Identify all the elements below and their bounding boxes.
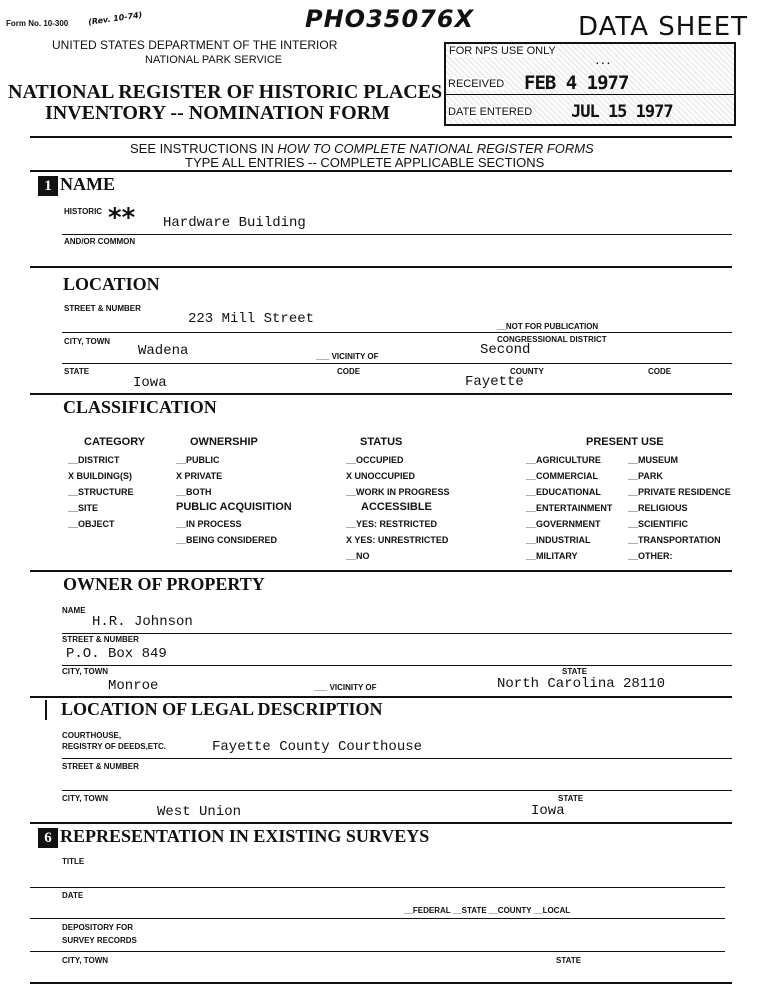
owner-vicinity-label: ___ VICINITY OF	[314, 683, 377, 692]
present-use-left-option: __EDUCATIONAL	[526, 487, 601, 497]
depository-label-2: SURVEY RECORDS	[62, 936, 137, 945]
state-value: Iowa	[133, 375, 167, 391]
street-label: STREET & NUMBER	[64, 304, 141, 313]
handwritten-id: PHO35076X	[305, 5, 475, 33]
present-use-left-option: __GOVERNMENT	[526, 519, 601, 529]
ownership-option: __BOTH	[176, 487, 212, 497]
common-name-label: AND/OR COMMON	[64, 237, 136, 246]
accessible-option: X YES: UNRESTRICTED	[346, 535, 449, 545]
county-value: Fayette	[465, 374, 524, 390]
acquisition-option: __IN PROCESS	[176, 519, 242, 529]
present-use-left-option: __INDUSTRIAL	[526, 535, 591, 545]
received-label: RECEIVED	[448, 78, 505, 90]
accessible-heading: ACCESSIBLE	[361, 501, 432, 513]
status-option: __OCCUPIED	[346, 455, 404, 465]
present-use-right-option: __TRANSPORTATION	[628, 535, 721, 545]
category-option: __SITE	[68, 503, 99, 513]
present-use-right-option: __PARK	[628, 471, 663, 481]
owner-city-label: CITY, TOWN	[62, 667, 109, 676]
present-use-right-option: __SCIENTIFIC	[628, 519, 689, 529]
service-name: NATIONAL PARK SERVICE	[145, 54, 283, 66]
owner-street-value: P.O. Box 849	[66, 646, 167, 662]
acquisition-heading: PUBLIC ACQUISITION	[176, 501, 292, 513]
present-use-heading: PRESENT USE	[586, 436, 664, 448]
survey-scope-options: __FEDERAL __STATE __COUNTY __LOCAL	[404, 906, 571, 915]
survey-city-label: CITY, TOWN	[62, 956, 109, 965]
survey-date-label: DATE	[62, 891, 84, 900]
form-title-line1: NATIONAL REGISTER OF HISTORIC PLACES	[8, 81, 443, 103]
present-use-right-option: __OTHER:	[628, 551, 673, 561]
legal-street-label: STREET & NUMBER	[62, 762, 139, 771]
present-use-right-option: __MUSEUM	[628, 455, 679, 465]
present-use-left-option: __MILITARY	[526, 551, 578, 561]
form-title-line2: INVENTORY -- NOMINATION FORM	[45, 102, 391, 124]
asterisk-mark: **	[108, 203, 136, 233]
courthouse-label-1: COURTHOUSE,	[62, 731, 122, 740]
section-owner-heading: OWNER OF PROPERTY	[63, 574, 265, 594]
section-surveys-heading: 6 REPRESENTATION IN EXISTING SURVEYS	[38, 826, 429, 848]
city-value: Wadena	[138, 343, 189, 359]
category-option: __DISTRICT	[68, 455, 120, 465]
ownership-option: __PUBLIC	[176, 455, 220, 465]
not-for-publication: __NOT FOR PUBLICATION	[497, 322, 599, 331]
nps-use-box	[444, 42, 736, 126]
ownership-option: X PRIVATE	[176, 471, 223, 481]
category-heading: CATEGORY	[84, 436, 146, 448]
data-sheet-label: DATA SHEET	[578, 12, 749, 42]
legal-state-value: Iowa	[531, 803, 565, 819]
present-use-left-option: __AGRICULTURE	[526, 455, 601, 465]
code2-label: CODE	[648, 367, 672, 376]
state-label: STATE	[64, 367, 90, 376]
survey-title-label: TITLE	[62, 857, 85, 866]
category-option: X BUILDING(S)	[68, 471, 132, 481]
form-number: Form No. 10-300	[6, 19, 69, 28]
section-classification-heading: CLASSIFICATION	[63, 397, 217, 417]
section-location-heading: LOCATION	[63, 274, 160, 294]
legal-city-label: CITY, TOWN	[62, 794, 109, 803]
congressional-district-label: CONGRESSIONAL DISTRICT	[497, 335, 607, 344]
accessible-option: __NO	[346, 551, 370, 561]
nps-use-label: FOR NPS USE ONLY	[449, 45, 556, 57]
historic-label: HISTORIC	[64, 207, 103, 216]
owner-city-value: Monroe	[108, 678, 159, 694]
category-option: __OBJECT	[68, 519, 115, 529]
congressional-district-value: Second	[480, 342, 531, 358]
present-use-right-option: __PRIVATE RESIDENCE	[628, 487, 731, 497]
historic-name-value: Hardware Building	[163, 215, 306, 231]
legal-state-label: STATE	[558, 794, 584, 803]
present-use-left-option: __COMMERCIAL	[526, 471, 599, 481]
instructions-line2: TYPE ALL ENTRIES -- COMPLETE APPLICABLE SECTIONS	[185, 155, 545, 170]
county-label: COUNTY	[510, 367, 544, 376]
date-entered-label: DATE ENTERED	[448, 106, 533, 118]
owner-name-label: NAME	[62, 606, 86, 615]
acquisition-option: __BEING CONSIDERED	[176, 535, 278, 545]
department-name: UNITED STATES DEPARTMENT OF THE INTERIOR	[52, 38, 338, 52]
owner-street-label: STREET & NUMBER	[62, 635, 139, 644]
category-option: __STRUCTURE	[68, 487, 134, 497]
section-name-heading: 1 NAME	[38, 174, 115, 196]
survey-state-label: STATE	[556, 956, 582, 965]
revision-note: (Rev. 10-74)	[87, 10, 143, 27]
ownership-heading: OWNERSHIP	[190, 436, 258, 448]
owner-name-value: H.R. Johnson	[92, 614, 193, 630]
street-value: 223 Mill Street	[188, 311, 315, 327]
owner-state-label: STATE	[562, 667, 588, 676]
owner-state-value: North Carolina 28110	[497, 676, 666, 692]
present-use-left-option: __ENTERTAINMENT	[526, 503, 613, 513]
section-legal-heading: LOCATION OF LEGAL DESCRIPTION	[61, 699, 383, 719]
courthouse-label-2: REGISTRY OF DEEDS,ETC.	[62, 742, 167, 751]
status-option: X UNOCCUPIED	[346, 471, 416, 481]
nps-dots: . . .	[596, 56, 610, 67]
status-heading: STATUS	[360, 436, 403, 448]
accessible-option: __YES: RESTRICTED	[346, 519, 438, 529]
received-stamp: FEB 4 1977	[524, 72, 629, 94]
city-label: CITY, TOWN	[64, 337, 111, 346]
courthouse-value: Fayette County Courthouse	[212, 739, 423, 755]
instructions-line1: SEE INSTRUCTIONS IN HOW TO COMPLETE NATIONAL REGISTER FORMS	[130, 141, 594, 156]
date-entered-stamp: JUL 15 1977	[571, 102, 673, 122]
status-option: __WORK IN PROGRESS	[346, 487, 450, 497]
legal-city-value: West Union	[157, 804, 242, 820]
vicinity-label: ___ VICINITY OF	[316, 352, 379, 361]
code-label: CODE	[337, 367, 361, 376]
depository-label-1: DEPOSITORY FOR	[62, 923, 133, 932]
present-use-right-option: __RELIGIOUS	[628, 503, 688, 513]
